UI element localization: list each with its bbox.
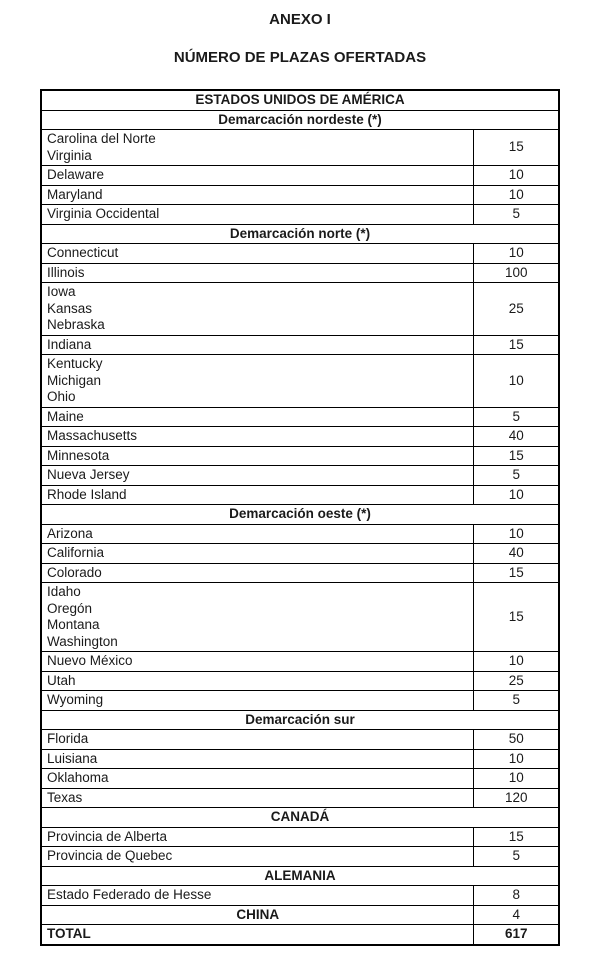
- plazas-value-cell: 5: [474, 466, 559, 486]
- page-subtitle: NÚMERO DE PLAZAS OFERTADAS: [173, 49, 427, 66]
- territory-name-cell: [41, 407, 474, 427]
- territory-name-cell: [41, 691, 474, 711]
- territory-name-cell: [41, 749, 474, 769]
- territory-name-line: Colorado: [46, 564, 102, 580]
- territory-name-line: Montana: [46, 617, 100, 632]
- territory-name-cell: [41, 485, 474, 505]
- territory-name-line: Arizona: [46, 525, 93, 541]
- plazas-value-cell: 15: [474, 335, 559, 355]
- table-row: [41, 427, 559, 447]
- territory-name-cell: [41, 427, 474, 447]
- territory-name-cell: [41, 283, 474, 336]
- territory-name-cell: [41, 563, 474, 583]
- territory-name-line: Nuevo México: [46, 653, 133, 668]
- section-header-cell: Demarcación sur: [41, 710, 559, 730]
- plazas-table: [40, 89, 560, 946]
- plazas-value-cell: 15: [474, 583, 559, 652]
- section-header-cell: ESTADOS UNIDOS DE AMÉRICA: [41, 90, 559, 110]
- section-header-cell: Demarcación oeste (*): [41, 505, 559, 525]
- plazas-value-cell: 100: [474, 263, 559, 283]
- total-label-cell: [41, 925, 474, 945]
- table-row: [41, 185, 559, 205]
- territory-name-line: Oregón: [46, 600, 93, 616]
- table-row: [41, 485, 559, 505]
- plazas-value-cell: 5: [474, 691, 559, 711]
- section-header-cell: ALEMANIA: [41, 866, 559, 886]
- plazas-value-cell: 5: [474, 205, 559, 225]
- table-row: [41, 205, 559, 225]
- table-row: [41, 544, 559, 564]
- table-row: [41, 583, 559, 652]
- territory-name-cell: [41, 244, 474, 264]
- section-header-row: [41, 710, 559, 730]
- territory-name-line: Kansas: [46, 300, 93, 316]
- section-header-cell: CANADÁ: [41, 808, 559, 828]
- territory-name-cell: [41, 446, 474, 466]
- section-header-row: [41, 224, 559, 244]
- territory-name-line: Virginia: [46, 147, 92, 163]
- plazas-value-cell: 5: [474, 847, 559, 867]
- section-header-row: [41, 808, 559, 828]
- territory-name-line: Ohio: [46, 389, 76, 404]
- territory-name-line: Kentucky: [46, 356, 103, 371]
- territory-name-line: Florida: [46, 731, 89, 746]
- plazas-value-cell: 120: [474, 788, 559, 808]
- plazas-value-cell: 40: [474, 544, 559, 564]
- territory-name-line: Massachusetts: [46, 428, 138, 443]
- table-row: [41, 886, 559, 906]
- territory-name-line: Indiana: [46, 336, 92, 352]
- territory-name-line: Provincia de Alberta: [46, 828, 168, 844]
- territory-name-cell: [41, 583, 474, 652]
- territory-name-line: Maryland: [46, 186, 103, 202]
- territory-name-cell: [41, 130, 474, 166]
- table-row: [41, 130, 559, 166]
- section-header-cell: Demarcación norte (*): [41, 224, 559, 244]
- territory-name-cell: [41, 788, 474, 808]
- plazas-value-cell: 10: [474, 652, 559, 672]
- table-row: [41, 847, 559, 867]
- territory-name-line: Oklahoma: [46, 770, 109, 785]
- plazas-value-cell: 25: [474, 671, 559, 691]
- territory-name-cell: [41, 185, 474, 205]
- plazas-value-cell: 10: [474, 769, 559, 789]
- territory-name-line: Delaware: [46, 167, 105, 182]
- territory-name-line: Provincia de Quebec: [46, 848, 173, 863]
- territory-name-cell: [41, 263, 474, 283]
- territory-name-line: Iowa: [46, 284, 76, 299]
- territory-name-line: Connecticut: [46, 245, 119, 260]
- plazas-value-cell: 5: [474, 407, 559, 427]
- plazas-value-cell: 10: [474, 749, 559, 769]
- territory-name-cell: [41, 205, 474, 225]
- table-row: [41, 905, 559, 925]
- territory-name-cell: [41, 652, 474, 672]
- territory-name-cell: [41, 905, 474, 925]
- plazas-value-cell: 40: [474, 427, 559, 447]
- plazas-value-cell: 15: [474, 827, 559, 847]
- plazas-value-cell: 10: [474, 524, 559, 544]
- territory-name-line: Michigan: [46, 372, 102, 388]
- territory-name-line: Minnesota: [46, 447, 110, 463]
- territory-name-cell: [41, 544, 474, 564]
- table-row: [41, 769, 559, 789]
- territory-name-cell: [41, 886, 474, 906]
- table-row: [41, 283, 559, 336]
- territory-name-line: Illinois: [46, 264, 85, 280]
- plazas-value-cell: 10: [474, 244, 559, 264]
- table-row: [41, 691, 559, 711]
- plazas-value-cell: 10: [474, 355, 559, 408]
- section-header-row: [41, 90, 559, 110]
- section-header-row: [41, 505, 559, 525]
- table-row: [41, 466, 559, 486]
- territory-name-line: Utah: [46, 672, 76, 688]
- plazas-value-cell: 50: [474, 730, 559, 750]
- plazas-value-cell: 4: [474, 905, 559, 925]
- territory-name-cell: [41, 827, 474, 847]
- section-header-row: [41, 110, 559, 130]
- territory-name-line: Rhode Island: [46, 486, 127, 502]
- table-row: [41, 730, 559, 750]
- table-row: [41, 827, 559, 847]
- plazas-value-cell: 25: [474, 283, 559, 336]
- section-header-cell: Demarcación nordeste (*): [41, 110, 559, 130]
- territory-name-line: California: [46, 545, 105, 560]
- territory-name-cell: [41, 166, 474, 186]
- territory-name-line: Nueva Jersey: [46, 467, 130, 482]
- territory-name-line: Nebraska: [46, 317, 105, 332]
- table-row: [41, 355, 559, 408]
- table-row: [41, 407, 559, 427]
- plazas-value-cell: 15: [474, 446, 559, 466]
- plazas-value-cell: 10: [474, 485, 559, 505]
- plazas-value-cell: 10: [474, 166, 559, 186]
- territory-name-line: Carolina del Norte: [46, 131, 156, 146]
- plazas-table-body: [41, 90, 559, 945]
- territory-name-line: CHINA: [236, 906, 280, 922]
- plazas-value-cell: 10: [474, 185, 559, 205]
- table-row: [41, 671, 559, 691]
- territory-name-cell: [41, 671, 474, 691]
- table-row: [41, 788, 559, 808]
- table-row: [41, 166, 559, 186]
- plazas-value-cell: 15: [474, 130, 559, 166]
- table-row: [41, 335, 559, 355]
- territory-name-line: Maine: [46, 408, 84, 424]
- territory-name-line: Luisiana: [46, 750, 98, 766]
- territory-name-cell: [41, 524, 474, 544]
- table-row: [41, 263, 559, 283]
- table-row: [41, 446, 559, 466]
- table-row: [41, 652, 559, 672]
- territory-name-line: Idaho: [46, 584, 81, 599]
- territory-name-line: Texas: [46, 789, 83, 805]
- table-row: [41, 749, 559, 769]
- territory-name-line: TOTAL: [46, 926, 91, 941]
- territory-name-cell: [41, 335, 474, 355]
- territory-name-line: Virginia Occidental: [46, 206, 160, 221]
- territory-name-cell: [41, 355, 474, 408]
- table-row: [41, 563, 559, 583]
- territory-name-cell: [41, 466, 474, 486]
- territory-name-line: Wyoming: [46, 692, 104, 707]
- table-row: [41, 524, 559, 544]
- territory-name-cell: [41, 847, 474, 867]
- plazas-value-cell: 15: [474, 563, 559, 583]
- territory-name-line: Estado Federado de Hesse: [46, 887, 212, 902]
- table-row: [41, 244, 559, 264]
- page-title: ANEXO I: [269, 11, 331, 28]
- territory-name-line: Washington: [46, 633, 118, 649]
- territory-name-cell: [41, 769, 474, 789]
- section-header-row: [41, 866, 559, 886]
- total-value-cell: 617: [474, 925, 559, 945]
- table-row: [41, 925, 559, 945]
- territory-name-cell: [41, 730, 474, 750]
- plazas-value-cell: 8: [474, 886, 559, 906]
